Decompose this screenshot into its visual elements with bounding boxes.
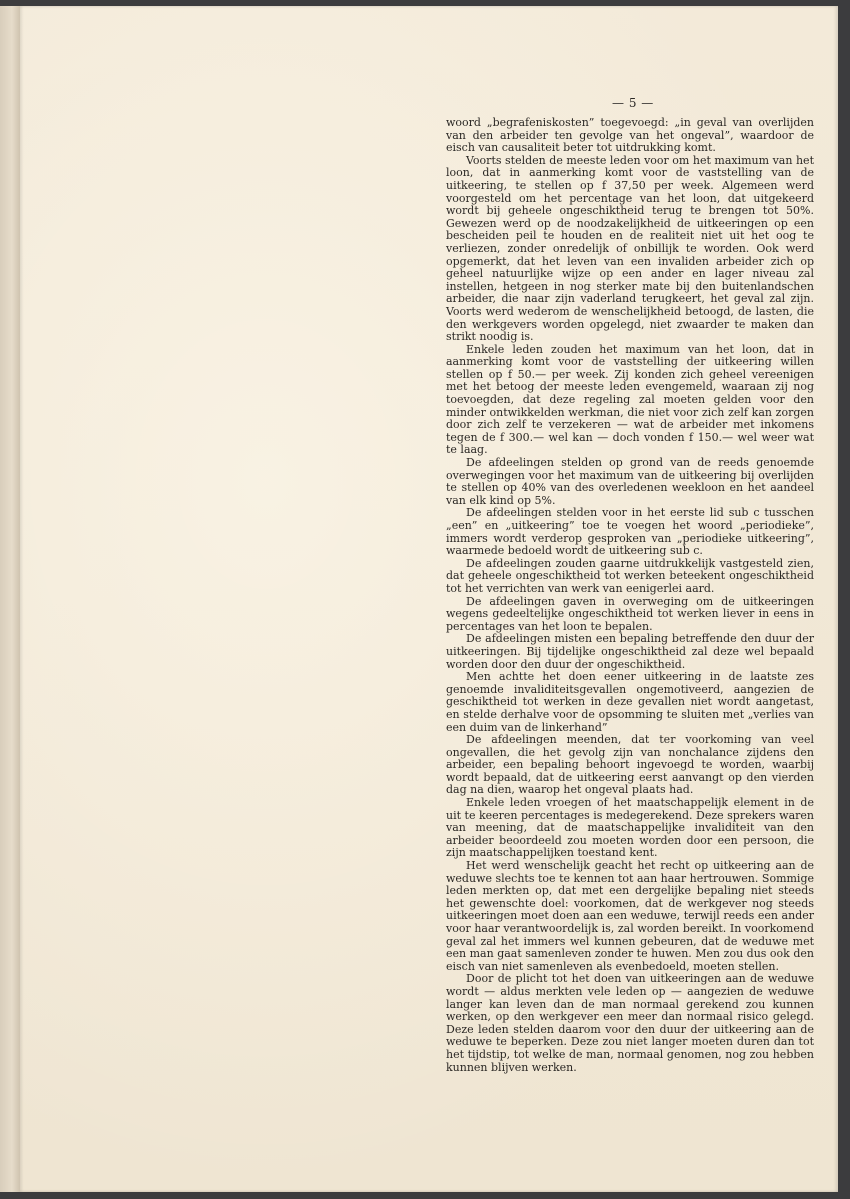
book-spine (0, 6, 20, 1192)
document-page (20, 6, 838, 1192)
paragraph: Het werd wenschelijk geacht het recht op uitkeering aan de weduwe slechts toe te kennen tot aan haar hertrouwen. Sommige leden merkten op, dat met een dergelijke bepaling niet steeds het gewenschte doel: voorkomen, dat de werkgever nog steeds uitkeeringen moet doen aan een weduwe, terwijl reeds een ander voor haar verantwoordelijk is, zal worden bereikt. In voorkomend geval zal het immers wel kunnen gebeuren, dat de weduwe met een man gaat samenleven zonder te huwen. Men zou dus ook den eisch van niet samenleven als evenbedoeld, moeten stellen. (446, 859, 814, 973)
paragraph: Enkele leden zouden het maximum van het loon, dat in aanmerking komt voor de vaststelling der uitkeering willen stellen op f 50.— per week. Zij konden zich geheel vereenigen met het betoog der meeste leden evengemeld, waaraan zij nog toevoegden, dat deze regeling zal moeten gelden voor den minder ontwikkelden werkman, die niet voor zich zelf kan zorgen door zich zelf te verzekeren — wat de arbeider met inkomens tegen de f 300.— wel kan — doch vonden f 150.— wel weer wat te laag. (446, 342, 814, 457)
paragraph: woord „begrafeniskosten” toegevoegd: „in geval van overlijden van den arbeider ten gevolge van het ongeval”, waardoor de eisch van causaliteit beter tot uitdrukking komt. (446, 116, 814, 155)
page-number: — 5 — (612, 96, 654, 110)
paragraph: De afdeelingen stelden op grond van de reeds genoemde overwegingen voor het maximum van de uitkeering bij overlijden te stellen op 40% van des overledenen weekloon en het aandeel van elk kind op 5%. (446, 456, 814, 507)
paragraph: De afdeelingen gaven in overweging om de uitkeeringen wegens gedeeltelijke ongeschiktheid tot werken liever in eens in percentages van het loon te bepalen. (446, 594, 814, 633)
paragraph: De afdeelingen zouden gaarne uitdrukkelijk vastgesteld zien, dat geheele ongeschiktheid tot werken beteekent ongeschiktheid tot het verrichten van werk van eenigerlei aard. (446, 556, 814, 595)
paragraph: De afdeelingen misten een bepaling betreffende den duur der uitkeeringen. Bij tijdelijke ongeschiktheid zal deze wel bepaald worden door den duur der ongeschiktheid. (446, 632, 814, 671)
paragraph: Door de plicht tot het doen van uitkeeringen aan de weduwe wordt — aldus merkten vele leden op — aangezien de weduwe langer kan leven dan de man normaal gerekend zou kunnen werken, op den werkgever een meer dan normaal risico gelegd. Deze leden stelden daarom voor den duur der uitkeering aan de weduwe te beperken. Deze zou niet langer moeten duren dan tot het tijdstip, tot welke de man, normaal genomen, nog zou hebben kunnen blijven werken. (446, 972, 814, 1074)
paragraph: De afdeelingen meenden, dat ter voorkoming van veel ongevallen, die het gevolg zijn van nonchalance zijdens den arbeider, een bepaling behoort ingevoegd te worden, waarbij wordt bepaald, dat de uitkeering eerst aanvangt op den vierden dag na dien, waarop het ongeval plaats had. (446, 733, 814, 797)
body-text-column (446, 117, 814, 1074)
paragraph: De afdeelingen stelden voor in het eerste lid sub c tusschen „een” en „uitkeering” toe te voegen het woord „periodieke”, immers wordt verderop gesproken van „periodieke uitkeering”, waarmede bedoeld wordt de uitkeering sub c. (446, 506, 814, 558)
paragraph: Men achtte het doen eener uitkeering in de laatste zes genoemde invaliditeitsgevallen ongemotiveerd, aangezien de geschiktheid tot werken in deze gevallen niet wordt aangetast, en stelde derhalve voor de opsomming te sluiten met „verlies van een duim van de linkerhand” (446, 670, 814, 734)
paragraph: Voorts stelden de meeste leden voor om het maximum van het loon, dat in aanmerking komt voor de vaststelling van de uitkeering, te stellen op f 37,50 per week. Algemeen werd voorgesteld om het percentage van het loon, dat uitgekeerd wordt bij geheele ongeschiktheid terug te brengen tot 50%. Gewezen werd op de noodzakelijkheid de uitkeeringen op een bescheiden peil te houden en de realiteit niet uit het oog te verliezen, zonder onredelijk of onbillijk te worden. Ook werd opgemerkt, dat het leven van een invaliden arbeider zich op geheel natuurlijke wijze op een ander en lager niveau zal instellen, hetgeen in nog sterker mate bij den buitenlandschen arbeider, die naar zijn vaderland terugkeert, het geval zal zijn. Voorts werd wederom de wenschelijkheid betoogd, de lasten, die den werkgevers worden opgelegd, niet zwaarder te maken dan strikt noodig is. (446, 153, 814, 344)
paragraph: Enkele leden vroegen of het maatschappelijk element in de uit te keeren percentages is medegerekend. Deze sprekers waren van meening, dat de maatschappelijke invaliditeit van den arbeider beoordeeld zou moeten worden door een persoon, die zijn maatschappelijken toestand kent. (446, 796, 814, 860)
